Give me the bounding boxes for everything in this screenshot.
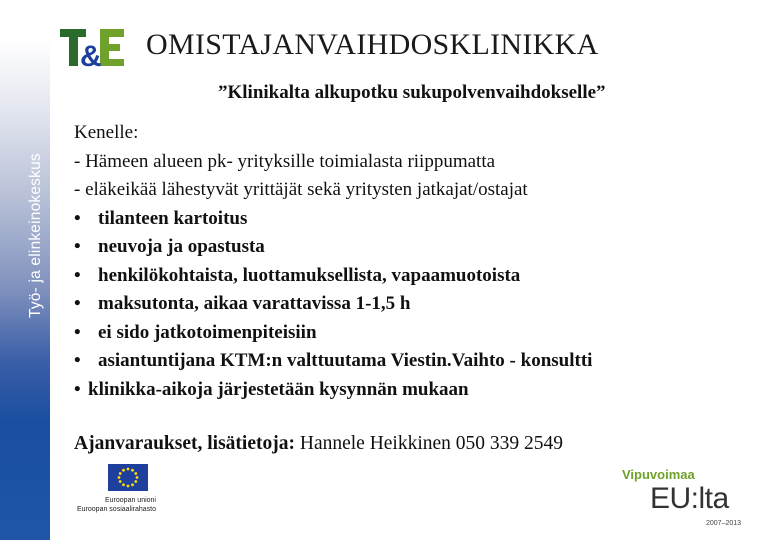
content-heading: Kenelle: — [74, 122, 139, 143]
bullet-item — [74, 376, 592, 405]
bullet-item — [74, 233, 592, 262]
eu-logo-line2: Euroopan sosiaalirahasto — [77, 506, 156, 513]
bullet-text: neuvoja ja opastusta — [98, 236, 265, 257]
bullet-symbol: • — [74, 293, 81, 314]
dash-line: - Hämeen alueen pk- yrityksille toimialasta riippumatta — [74, 150, 496, 172]
bullet-symbol: • — [74, 207, 81, 229]
dash-line: - eläkeikää lähestyvät yrittäjät sekä yritysten jatkajat/ostajat — [74, 179, 528, 200]
bullet-symbol: • — [74, 378, 81, 400]
bullet-item — [74, 347, 592, 376]
content-body — [74, 119, 592, 404]
bullet-item — [74, 290, 592, 319]
bullet-item — [74, 205, 592, 234]
contact-line — [74, 433, 563, 455]
bullet-text: maksutonta, aikaa varattavissa 1-1,5 h — [98, 293, 411, 314]
page-title: OMISTAJANVAIHDOSKLINIKKA — [146, 28, 599, 61]
bullet-item — [74, 262, 592, 291]
sidebar-vertical-text: Työ- ja elinkeinokeskus — [27, 153, 44, 318]
bullet-symbol: • — [74, 264, 81, 286]
te-logo — [60, 26, 124, 68]
bullet-symbol: • — [74, 350, 81, 371]
bullet-text: klinikka-aikoja järjestetään kysynnän mukaan — [88, 378, 469, 400]
bullet-item — [74, 319, 592, 348]
eu-logo-line1: Euroopan unioni — [105, 497, 156, 504]
eu-logo-caption — [60, 496, 156, 514]
page-subtitle: ”Klinikalta alkupotku sukupolvenvaihdokselle” — [218, 82, 606, 103]
contact-label: Ajanvaraukset, lisätietoja: — [74, 433, 295, 454]
vipuvoimaa-title: Vipuvoimaa — [622, 467, 695, 482]
vipuvoimaa-years: 2007–2013 — [706, 520, 742, 527]
te-logo-icon — [60, 26, 124, 68]
bullet-symbol: • — [74, 321, 81, 343]
vipuvoimaa-eu-text: EU:lta — [650, 482, 729, 515]
eu-logo — [60, 462, 156, 522]
sidebar — [0, 0, 50, 540]
contact-value: Hannele Heikkinen 050 339 2549 — [299, 433, 564, 454]
bullet-text: henkilökohtaista, luottamuksellista, vapaamuotoista — [98, 264, 521, 286]
vipuvoimaa-logo — [620, 467, 740, 531]
bullet-text: tilanteen kartoitus — [98, 207, 248, 229]
bullet-text: asiantuntijana KTM:n valttuutama Viestin.Vaihto - konsultti — [98, 350, 593, 371]
ampersand-glyph: & — [80, 40, 102, 68]
eu-flag-icon — [108, 464, 148, 491]
bullet-text: ei sido jatkotoimenpiteisiin — [98, 321, 317, 343]
bullet-symbol: • — [74, 236, 81, 257]
